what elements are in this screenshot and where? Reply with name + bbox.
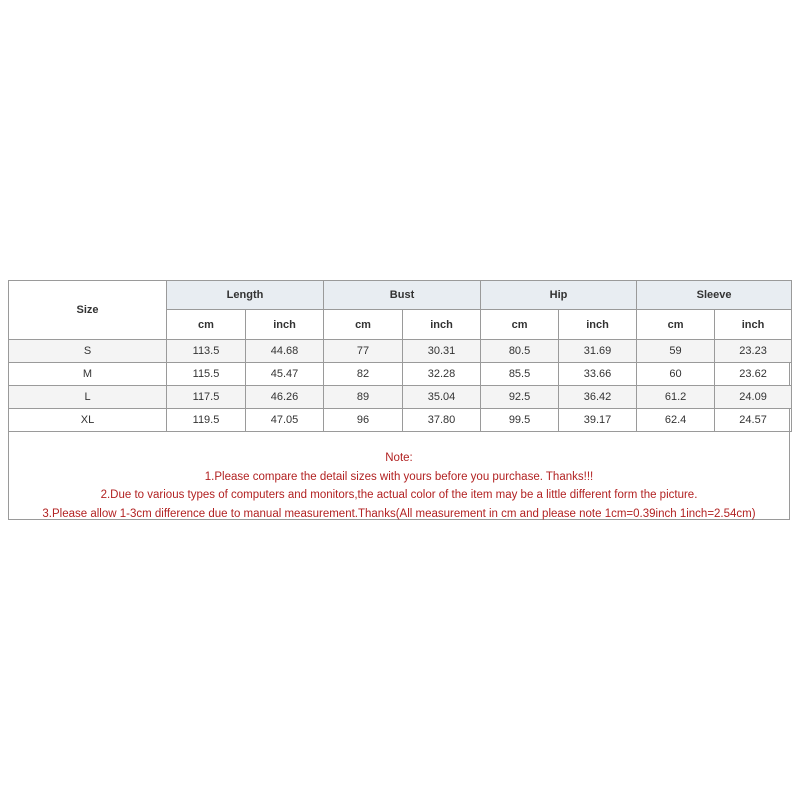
hip-inch-cell: 36.42 (559, 386, 637, 409)
length-inch-cell: 45.47 (246, 363, 324, 386)
sleeve-inch-cell: 23.62 (715, 363, 792, 386)
table-row (9, 386, 792, 409)
length-cm-header: cm (167, 310, 246, 340)
length-header: Length (167, 281, 324, 310)
hip-inch-header: inch (559, 310, 637, 340)
notes-section (9, 449, 789, 523)
hip-cm-cell: 80.5 (481, 340, 559, 363)
size-table (8, 280, 792, 432)
sleeve-cm-header: cm (637, 310, 715, 340)
size-chart (8, 280, 790, 520)
note-line-2: 2.Due to various types of computers and monitors,the actual color of the item may be a little different form the picture. (100, 489, 698, 501)
sleeve-header: Sleeve (637, 281, 792, 310)
bust-header: Bust (324, 281, 481, 310)
length-cm-cell: 115.5 (167, 363, 246, 386)
table-row (9, 340, 792, 363)
sleeve-cm-cell: 62.4 (637, 409, 715, 432)
size-cell: L (9, 386, 167, 409)
bust-cm-cell: 77 (324, 340, 403, 363)
sleeve-inch-cell: 23.23 (715, 340, 792, 363)
bust-inch-cell: 32.28 (403, 363, 481, 386)
hip-inch-cell: 39.17 (559, 409, 637, 432)
sleeve-inch-header: inch (715, 310, 792, 340)
sleeve-cm-cell: 60 (637, 363, 715, 386)
size-cell: S (9, 340, 167, 363)
length-inch-cell: 47.05 (246, 409, 324, 432)
size-cell: XL (9, 409, 167, 432)
note-line-3: 3.Please allow 1-3cm difference due to manual measurement.Thanks(All measurement in cm and please note 1cm=0.39inch 1inch=2.54cm) (42, 507, 756, 520)
sleeve-cm-cell: 59 (637, 340, 715, 363)
hip-cm-cell: 85.5 (481, 363, 559, 386)
notes-title: Note: (385, 452, 413, 464)
bust-cm-cell: 96 (324, 409, 403, 432)
sleeve-inch-cell: 24.09 (715, 386, 792, 409)
table-row (9, 363, 792, 386)
bust-inch-cell: 37.80 (403, 409, 481, 432)
sleeve-inch-cell: 24.57 (715, 409, 792, 432)
table-row (9, 409, 792, 432)
length-inch-header: inch (246, 310, 324, 340)
length-cm-cell: 119.5 (167, 409, 246, 432)
hip-cm-header: cm (481, 310, 559, 340)
note-line-1: 1.Please compare the detail sizes with yours before you purchase. Thanks!!! (204, 470, 594, 483)
sleeve-cm-cell: 61.2 (637, 386, 715, 409)
bust-inch-header: inch (403, 310, 481, 340)
hip-cm-cell: 92.5 (481, 386, 559, 409)
bust-cm-header: cm (324, 310, 403, 340)
length-cm-cell: 117.5 (167, 386, 246, 409)
length-cm-cell: 113.5 (167, 340, 246, 363)
length-inch-cell: 44.68 (246, 340, 324, 363)
bust-cm-cell: 82 (324, 363, 403, 386)
hip-inch-cell: 33.66 (559, 363, 637, 386)
bust-inch-cell: 30.31 (403, 340, 481, 363)
size-cell: M (9, 363, 167, 386)
bust-inch-cell: 35.04 (403, 386, 481, 409)
bust-cm-cell: 89 (324, 386, 403, 409)
hip-header: Hip (481, 281, 637, 310)
size-column-header: Size (9, 281, 167, 340)
hip-inch-cell: 31.69 (559, 340, 637, 363)
hip-cm-cell: 99.5 (481, 409, 559, 432)
length-inch-cell: 46.26 (246, 386, 324, 409)
